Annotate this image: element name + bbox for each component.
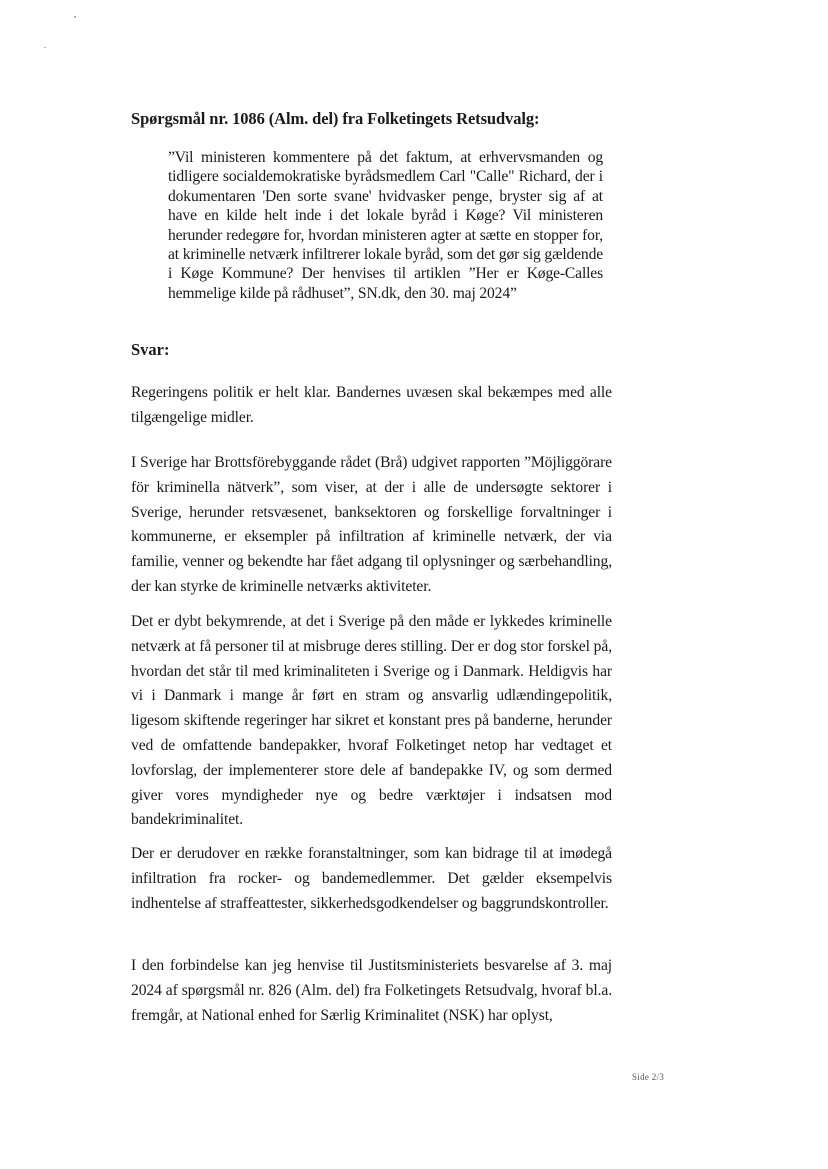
question-quote: ”Vil ministeren kommentere på det faktum, at erhvervsmanden og tidligere socialdemokratiske byrådsmedlem Carl "Calle" Richard, der i dokumentaren 'Den sorte svane' hvidvasker penge, bryster sig af at have en kilde helt inde i det lokale byråd i Køge? Vil ministeren herunder redegøre for, hvordan ministeren agter at sætte en stopper for, at kriminelle netværk infiltrerer lokale byråd, som det gør sig gældende i Køge Kommune? Der henvises til artiklen ”Her er Køge-Calles hemmelige kilde på rådhuset”, SN.dk, den 30. maj 2024” (168, 149, 603, 302)
answer-paragraph: I den forbindelse kan jeg henvise til Justitsministeriets besvarelse af 3. maj 2024 af spørgsmål nr. 826 (Alm. del) fra Folketingets Retsudvalg, hvoraf bl.a. fremgår, at National enhed for Særlig Kriminalitet (NSK) har oplyst, (131, 957, 612, 1024)
scan-speck (44, 47, 46, 48)
answer-paragraph: Regeringens politik er helt klar. Bandernes uvæsen skal bekæmpes med alle tilgængelige midler. (131, 384, 612, 426)
answer-paragraph: Der er derudover en række foranstaltninger, som kan bidrage til at imødegå infiltration fra rocker- og bandemedlemmer. Det gælder eksempelvis indhentelse af straffeattester, sikkerhedsgodkendelser og baggrundskontroller. (131, 845, 612, 912)
scan-speck (74, 16, 76, 18)
answer-paragraph: Det er dybt bekymrende, at det i Sverige på den måde er lykkedes kriminelle netværk at få personer til at misbruge deres stilling. Der er dog stor forskel på, hvordan det står til med kriminaliteten i Sverige og i Danmark. Heldigvis har vi i Danmark i mange år ført en stram og ansvarlig udlændingepolitik, ligesom skiftende regeringer har sikret et konstant pres på banderne, herunder ved de omfattende bandepakker, hvoraf Folketinget netop har vedtaget et lovforslag, der implementerer store dele af bandepakke IV, og som dermed giver vores myndigheder nye og bedre værktøjer i indsatsen mod bandekriminalitet. (131, 613, 612, 829)
question-heading: Spørgsmål nr. 1086 (Alm. del) fra Folketingets Retsudvalg: (131, 109, 540, 128)
answer-heading: Svar: (131, 340, 170, 359)
page-number: Side 2/3 (632, 1072, 665, 1082)
answer-paragraph: I Sverige har Brottsförebyggande rådet (Brå) udgivet rapporten ”Möjliggörare för kriminella nätverk”, som viser, at der i alle de undersøgte sektorer i Sverige, herunder retsvæsenet, banksektoren og forskellige forvaltninger i kommunerne, er eksempler på infiltration af kriminelle netværk, der via familie, venner og bekendte har fået adgang til oplysninger og særbehandling, der kan styrke de kriminelle netværks aktiviteter. (131, 454, 612, 595)
